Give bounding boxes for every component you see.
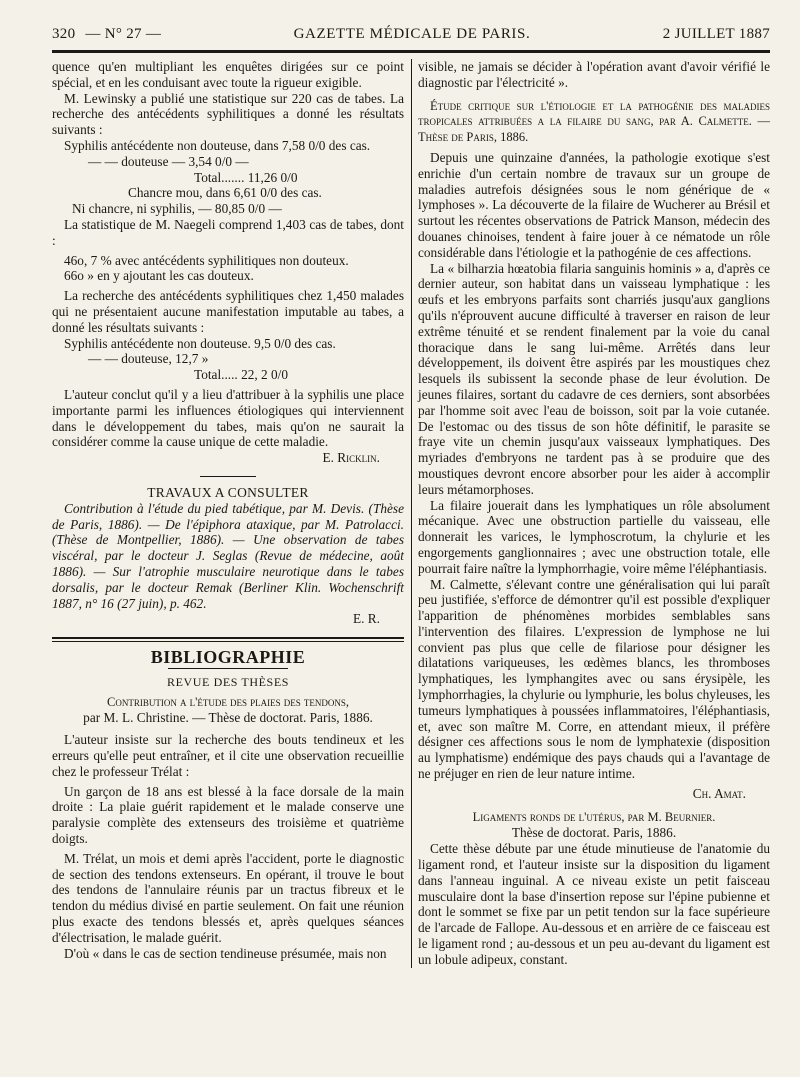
statistics-block bbox=[52, 138, 404, 217]
page-header bbox=[52, 26, 770, 44]
bibliography-heading: BIBLIOGRAPHIE bbox=[150, 647, 306, 668]
section-heading: TRAVAUX A CONSULTER bbox=[147, 484, 309, 500]
paragraph: L'auteur insiste sur la recherche des bouts tendineux et les erreurs qu'elle peut entraîner, et il cite une observation recueillie chez le professeur Trélat : bbox=[52, 732, 404, 779]
header-rule bbox=[52, 50, 770, 53]
issue-number: — N° 27 — bbox=[85, 26, 162, 42]
stat-line: Syphilis antécédente non douteuse, dans 7,58 0/0 des cas. bbox=[64, 137, 371, 153]
paragraph: L'auteur conclut qu'il y a lieu d'attribuer à la syphilis une place importante parmi les influences étiologiques qui interviennent dans le développement du tabes, mais qu'on ne saurait la considérer comme la cause unique de cette maladie. bbox=[52, 386, 404, 450]
paragraph: La « bilharzia hœatobia filaria sanguinis hominis » a, d'après ce dernier auteur, son habitat dans un vaisseau lymphatique : les œufs et les embryons parfaits sont charriés jusqu'aux ganglions qu'ils n'éprouvent aucune difficulté à traverser en raison de leur extrême ténuité et se rendent finalement par la voie du canal thoracique dans le sang lui-même. Arrêtés dans leur développement, ils doivent être aspirés par les moustiques chez lesquels ils subissent la seconde phase de leur évolution. De jeunes filaires, sortant du cadavre de ces derniers, sont absorbées par l'homme soit avec l'eau de boisson, soit par la voie cutanée. De l'estomac ou des tissus de son hôte définitif, le parasite se fraye vite un chemin jusqu'aux vaisseaux lymphatiques. Des myriades d'embryons ne tardent pas à se produire que des moustiques devront encore absorber pour les aider à accomplir leurs métamorphoses. bbox=[418, 260, 770, 497]
thesis-title: Ligaments ronds de l'utérus, par M. Beurnier. bbox=[472, 809, 716, 824]
double-rule bbox=[52, 637, 404, 642]
paragraph: M. Calmette, s'élevant contre une généralisation qui lui paraît peu justifiée, s'efforce de démontrer qu'il est possible d'expliquer l'apparition de phénomènes morbides semblables sans l'intervention des filaires. L'expression de lymphose ne lui convient pas plus que celle de filariose pour désigner les dilatations variqueuses, les œdèmes blancs, les thromboses lymphatiques, les lymphangites avec ou sans érysipèle, les lymphorrhagies, la chylurie ou lymphurie, les bolus chyleuses, les tumeurs lymphatiques à poussées inflammatoires, l'éléphantiasis, et, avec son maître M. Corre, en attendant mieux, il préfère désigner ces affections sous le nom de lymphatexie (disposition au lymphatisme) endémique des pays chauds qui a l'avantage de ne préjuger en rien de leur nature intime. bbox=[418, 576, 770, 782]
stat-line: Chancre mou, dans 6,61 0/0 des cas. bbox=[128, 185, 322, 201]
signature: E. R. bbox=[353, 611, 380, 627]
stat-line: — — douteuse — 3,54 0/0 — bbox=[88, 153, 249, 169]
paragraph: Un garçon de 18 ans est blessé à la face dorsale de la main droite : La plaie guérit rapidement et le malade conserve une paralysie complète des extenseurs des troisième et quatrième doigts. bbox=[52, 783, 404, 847]
paragraph: M. Trélat, un mois et demi après l'accident, porte le diagnostic de section des tendons extenseurs. En opérant, il trouve le bout des tendons de l'annulaire réunis par un tractus fibreux et le tendon du médius divisé en partie seulement. On fait une réunion plus exacte des tendons blessés et, après quelques séances d'électrisation, le malade guérit. bbox=[52, 850, 404, 945]
paragraph: Cette thèse débute par une étude minutieuse de l'anatomie du ligament rond, et l'auteur insiste sur la disposition du ligament dans l'anneau inguinal. A ce niveau existe un petit faisceau musculaire dont la base d'insertion repose sur l'épine pubienne et dont le sommet se fixe par un petit tendon sur la face supérieure de l'arcade de Fallope. Au-dessous et en arrière de ce faisceau est le ligament rond ; au-dessous et un peu au-devant du ligament est un lobule adipeux, constant. bbox=[418, 841, 770, 967]
stat-line: Ni chancre, ni syphilis, — 80,85 0/0 — bbox=[72, 201, 282, 217]
paragraph: La filaire jouerait dans les lymphatiques un rôle absolument mécanique. Avec une obstruction partielle du vaisseau, elle donnerait les varices, le lymphoscrotum, la chylurie et les engorgements ganglionnaires ; avec une obstruction totale, elle pourrait faire naître la lymphorrhagie, voire même l'éléphantiasis. bbox=[418, 497, 770, 576]
journal-page bbox=[52, 26, 770, 968]
thesis-title: Étude critique sur l'étiologie et la pathogénie des maladies tropicales attribuées a la filaire du sang, par A. Calmette. — Thèse de Paris, 1886. bbox=[418, 98, 770, 145]
signature: E. Ricklin. bbox=[322, 450, 380, 466]
paragraph: quence qu'en multipliant les enquêtes dirigées sur ce point spécial, et en les conduisant avec toute la rigueur exigible. bbox=[52, 59, 404, 90]
left-column bbox=[52, 59, 404, 968]
paragraph: La recherche des antécédents syphilitiques chez 1,450 malades qui ne présentaient aucune manifestation imputable au tabes, a donné les résultats suivants : bbox=[52, 288, 404, 335]
journal-title: GAZETTE MÉDICALE DE PARIS. bbox=[293, 26, 531, 42]
right-column bbox=[418, 59, 770, 968]
paragraph: M. Lewinsky a publié une statistique sur 220 cas de tabes. La recherche des antécédents syphilitiques a donné les résultats suivants : bbox=[52, 90, 404, 138]
issue-date: 2 JUILLET 1887 bbox=[662, 26, 770, 42]
statistics-block bbox=[52, 253, 404, 285]
signature: Ch. Amat. bbox=[692, 785, 746, 801]
stat-line: 66o » en y ajoutant les cas douteux. bbox=[64, 268, 254, 284]
column-divider bbox=[411, 59, 412, 968]
heading-rule bbox=[168, 668, 288, 669]
thesis-author: par M. L. Christine. — Thèse de doctorat. Paris, 1886. bbox=[83, 710, 373, 726]
paragraph: Depuis une quinzaine d'années, la pathologie exotique s'est enrichie d'un certain nombre de travaux sur un groupe de maladies autrefois désignées sous le nom générique de « lymphoses ». La découverte de la filaire de Wucherer au Brésil et surtout les récentes observations de Patrick Manson, médecin des douanes chinoises, tendent à faire jouer à ce nématode un rôle considérable dans l'étiologie et la pathogénie de ces affections. bbox=[418, 149, 770, 260]
paragraph: visible, ne jamais se décider à l'opération avant d'avoir vérifié le diagnostic par l'électricité ». bbox=[418, 59, 770, 90]
stat-line: 46o, 7 % avec antécédents syphilitiques non douteux. bbox=[64, 252, 349, 268]
statistics-block bbox=[52, 336, 404, 383]
page-number: 320 bbox=[52, 26, 76, 42]
stat-line: — — douteuse, 12,7 » bbox=[88, 351, 209, 367]
paragraph: La statistique de M. Naegeli comprend 1,403 cas de tabes, dont : bbox=[52, 216, 404, 248]
stat-total: Total..... 22, 2 0/0 bbox=[194, 367, 288, 383]
two-columns bbox=[52, 59, 770, 968]
stat-line: Syphilis antécédente non douteuse. 9,5 0/0 des cas. bbox=[64, 335, 336, 351]
section-subheading: REVUE DES THÈSES bbox=[166, 674, 290, 689]
paragraph: Contribution à l'étude du pied tabétique, par M. Devis. (Thèse de Paris, 1886). — De l'épiphora ataxique, par M. Patrolacci. (Thèse de Montpellier, 1886). — Une observation de tabes viscéral, par le docteur J. Seglas (Revue de médecine, août 1886). — Sur l'atrophie musculaire neurotique dans le tabes dorsalis, par le docteur Remak (Berliner Klin. Wochenschrift 1887, n° 16 (27 juin), p. 462. bbox=[52, 500, 404, 611]
thesis-title: Contribution a l'étude des plaies des tendons, bbox=[107, 694, 349, 709]
thesis-subtitle: Thèse de doctorat. Paris, 1886. bbox=[511, 825, 677, 841]
section-rule bbox=[200, 476, 256, 477]
stat-total: Total....... 11,26 0/0 bbox=[194, 169, 298, 185]
paragraph: D'où « dans le cas de section tendineuse présumée, mais non bbox=[64, 945, 387, 961]
